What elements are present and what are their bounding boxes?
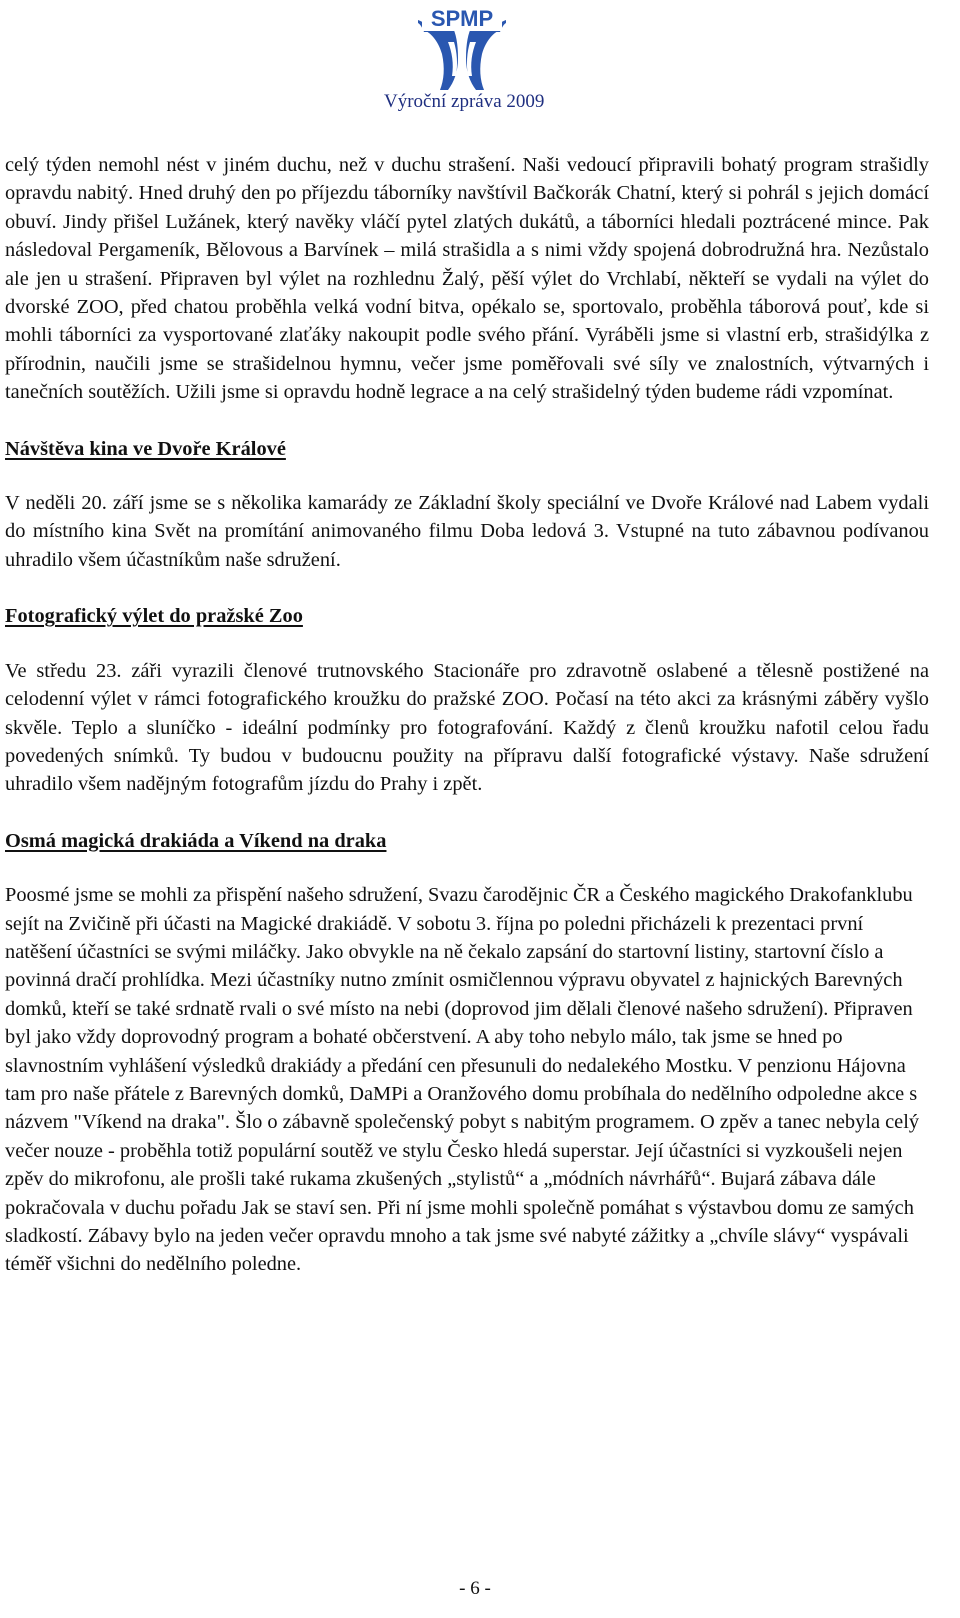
logo-text: SPMP	[430, 6, 494, 31]
intro-paragraph: celý týden nemohl nést v jiném duchu, než v duchu strašení. Naši vedoucí připravili bohatý program strašidly opravdu nabitý. Hned druhý den po příjezdu táborníky navštívil Bačkorák Chatní, který si pohrál s jejich domácí obuví. Jindy přišel Lužánek, který navěky vláčí pytel zlatých dukátů, a táborníci hledali poztrácené mince. Pak následoval Pergameník, Bělovous a Barvínek – milá strašidla a s nimi vždy spojená dobrodružná hra. Nezůstalo ale jen u strašení. Připraven byl výlet na rozhlednu Žalý, pěší výlet do Vrchlabí, někteří se vydali na výlet do dvorské ZOO, před chatou proběhla velká vodní bitva, opékalo se, sportovalo, proběhla táborová pouť, kde si mohli táborníci za vysportované zlaťáky nakoupit podle svého přání. Vyráběli jsme si vlastní erb, strašidýlka z přírodnin, naučili jsme se strašidelnou hymnu, večer jsme poměřovali své síly ve znalostních, výtvarných i tanečních soutěžích. Užili jsme si opravdu hodně legrace a na celý strašidelný týden budeme rádi vzpomínat.	[5, 154, 929, 404]
page-header	[0, 0, 960, 120]
report-title: Výroční zpráva 2009	[384, 91, 545, 112]
section-paragraph: V neděli 20. září jsme se s několika kamarády ze Základní školy speciální ve Dvoře Králové nad Labem vydali do místního kina Svět na promítání animovaného filmu Doba ledová 3. Vstupné na tuto zábavnou podívanou uhradilo všem účastníkům naše sdružení.	[5, 492, 929, 571]
page-footer	[0, 1578, 960, 1600]
document-body	[5, 151, 929, 1279]
page-number: - 6 -	[459, 1578, 491, 1599]
section-heading: Osmá magická drakiáda a Víkend na draka	[5, 829, 387, 852]
section-paragraph: Poosmé jsme se mohli za přispění našeho sdružení, Svazu čarodějnic ČR a Českého magického Drakofanklubu sejít na Zvičině při účasti na Magické drakiádě. V sobotu 3. října po poledni přicházeli k prezentaci první natěšení účastníci se svými miláčky. Jako obvykle na ně čekalo zapsání do startovní listiny, startovní číslo a povinná dračí prohlídka. Mezi účastníky nutno zmínit osmičlennou výpravu obyvatel z hajnických Barevných domků, kteří se také srdnatě rvali o své místo na nebi (doprovod jim dělali členové našeho sdružení). Připraven byl jako vždy doprovodný program a bohaté občerstvení. A aby toho nebylo málo, tak jsme se hned po slavnostním vyhlášení výsledků drakiády a předání cen přesunuli do nedalekého Mostku. V penzionu Hájovna tam pro naše přátele z Barevných domků, DaMPi a Oranžového domu probíhala do nedělního odpoledne akce s názvem "Víkend na draka". Šlo o zábavně společenský pobyt s nabitým programem. O zpěv a tanec nebyla celý večer nouze - proběhla totiž populární soutěž ve stylu Česko hledá superstar. Její účastníci si vyzkoušeli nejen zpěv do mikrofonu, ale prošli také rukama zkušených „stylistů“ a „módních návrhářů“. Bujará zábava dále pokračovala v duchu pořadu Jak se staví sen. Při ní jsme mohli společně pomáhat s výstavbou domu ze samých sladkostí. Zábavy bylo na jeden večer opravdu mnoho a tak jsme své nabyté zážitky a „chvíle slávy“ vyspávali téměř všichni do nedělního poledne.	[5, 884, 920, 1276]
section-heading: Návštěva kina ve Dvoře Králové	[5, 437, 286, 460]
section-heading: Fotografický výlet do pražské Zoo	[5, 605, 303, 628]
section-paragraph: Ve středu 23. záři vyrazili členové trutnovského Stacionáře pro zdravotně oslabené a tělesně postižené na celodenní výlet v rámci fotografického kroužku do pražské ZOO. Počasí na této akci za krásnými záběry vyšlo skvěle. Teplo a sluníčko - ideální podmínky pro fotografování. Každý z členů kroužku nafotil celou řadu povedených snímků. Ty budou v budoucnu použity na přípravu další fotografické výstavy. Naše sdružení uhradilo všem nadějným fotografům jízdu do Prahy i zpět.	[5, 659, 929, 796]
spmp-logo	[418, 2, 506, 92]
